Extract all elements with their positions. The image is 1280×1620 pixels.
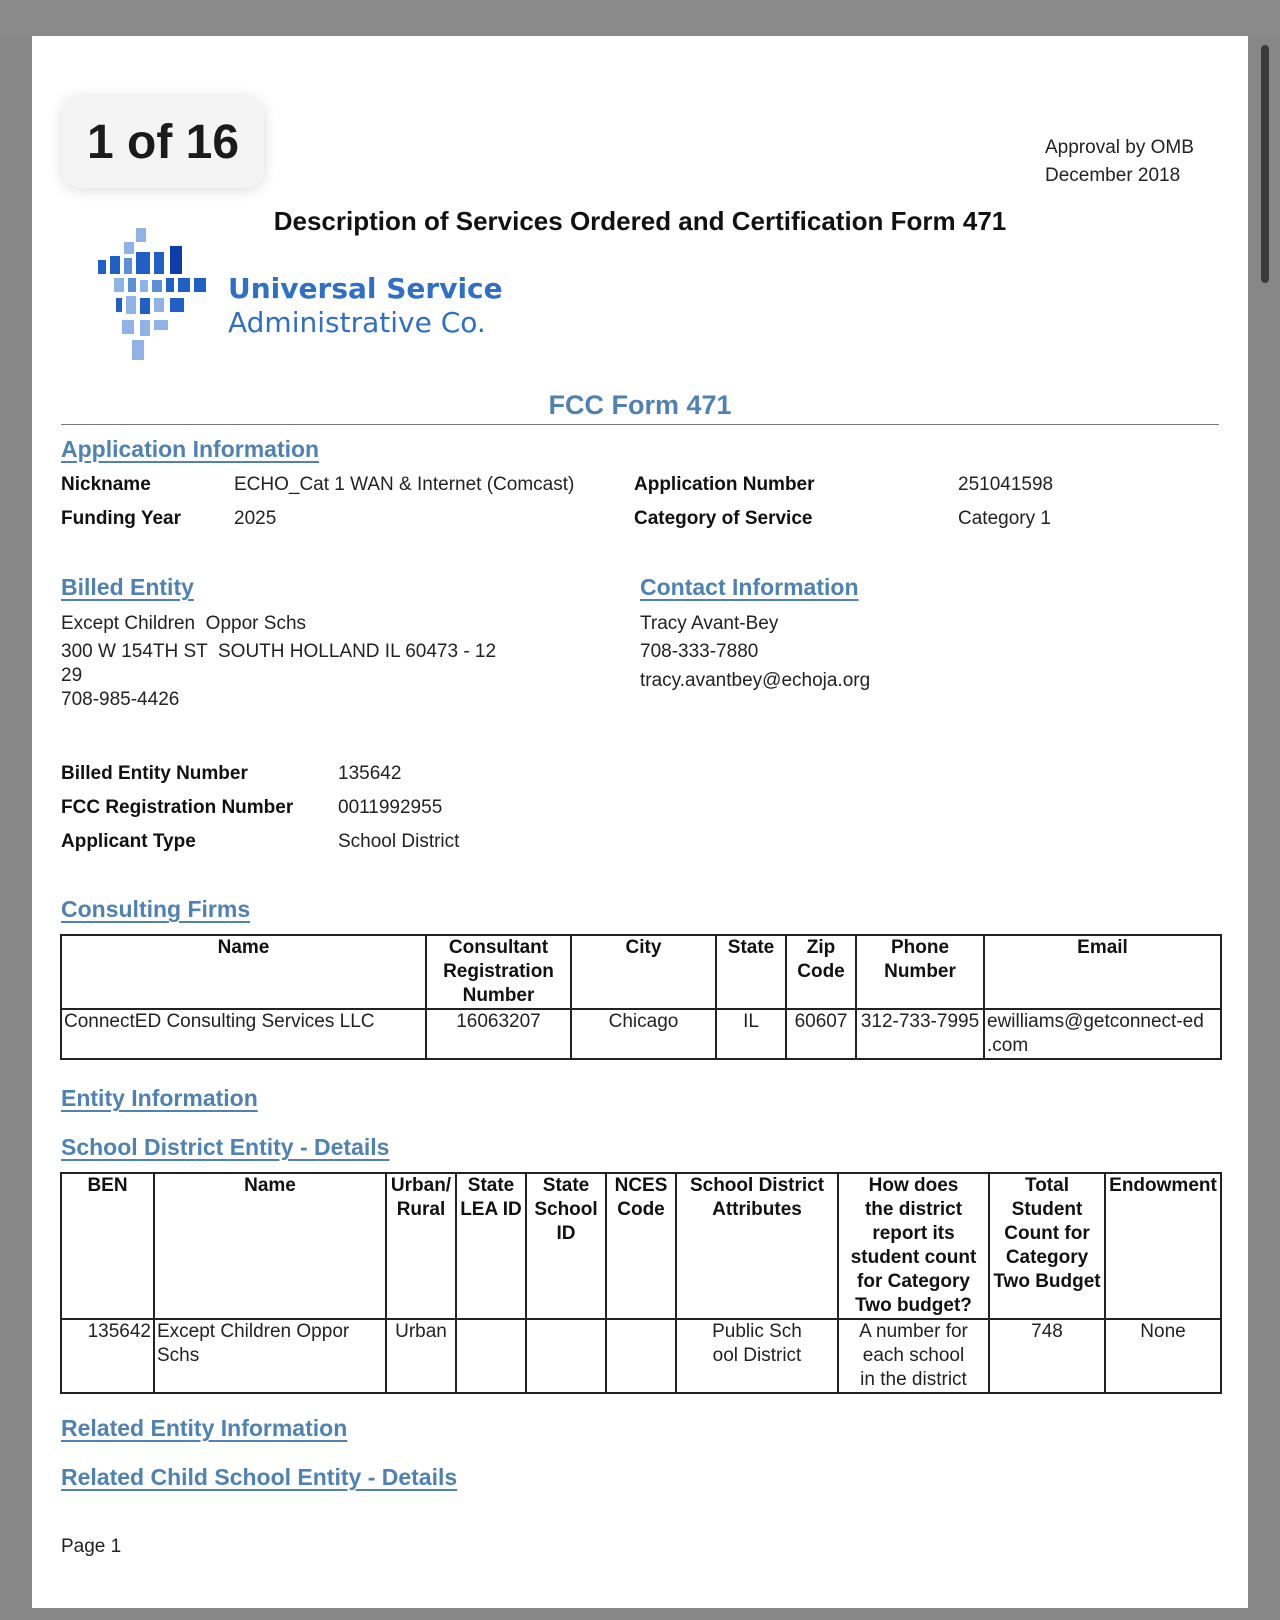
application-number-value: 251041598 [958,474,1054,495]
billed-entity-address-2: 29 [61,665,83,686]
col-entity-name: Name [154,1173,386,1319]
consultant-zip: 60607 [786,1009,856,1059]
entity-header-row [61,1173,1221,1319]
nickname-value: ECHO_Cat 1 WAN & Internet (Comcast) [234,474,575,495]
consulting-firms-heading: Consulting Firms [61,896,251,922]
document-title: Description of Services Ordered and Certification Form 471 [273,206,1007,236]
applicant-type-value: School District [338,831,460,852]
consultant-email[interactable]: ewilliams@getconnect-ed .com [984,1009,1221,1059]
table-row [61,1319,1221,1393]
applicant-type-label: Applicant Type [61,831,196,852]
billed-entity-address-1: 300 W 154TH ST SOUTH HOLLAND IL 60473 - 12 [61,641,497,662]
page-number: Page 1 [61,1536,122,1557]
col-phone: Phone Number [856,935,984,1009]
col-state-school-id: State School ID [526,1173,606,1319]
ben-value: 135642 [338,763,402,784]
col-nces-code: NCES Code [606,1173,676,1319]
consultant-state: IL [716,1009,786,1059]
consultant-reg: 16063207 [426,1009,571,1059]
entity-ben: 135642 [61,1319,154,1393]
category-value: Category 1 [958,508,1051,529]
entity-nces-code [606,1319,676,1393]
consultant-name: ConnectED Consulting Services LLC [61,1009,426,1059]
col-district-attributes: School District Attributes [676,1173,838,1319]
funding-year-value: 2025 [234,508,277,529]
ben-label: Billed Entity Number [61,763,248,784]
contact-info-heading: Contact Information [640,574,859,600]
page-indicator-label: 1 of 16 [86,115,240,169]
entity-attributes: Public Sch ool District [676,1319,838,1393]
col-total-student-count: Total Student Count for Category Two Budget [989,1173,1105,1319]
billed-entity-phone: 708-985-4426 [61,689,180,710]
col-name: Name [61,935,426,1009]
col-state-lea-id: State LEA ID [456,1173,526,1319]
related-child-school-heading: Related Child School Entity - Details [61,1464,458,1490]
logo-line-2: Administrative Co. [228,306,486,339]
entity-name: Except Children Oppor Schs [154,1319,386,1393]
consultant-phone: 312-733-7995 [856,1009,984,1059]
header-divider [61,424,1219,425]
entity-school-id [526,1319,606,1393]
entity-urban-rural: Urban [386,1319,456,1393]
col-student-count-method: How does the district report its student count for Category Two budget? [838,1173,989,1319]
col-zip: Zip Code [786,935,856,1009]
entity-lea-id [456,1319,526,1393]
contact-phone: 708-333-7880 [640,641,759,662]
usac-logo-icon [96,228,216,360]
entity-endowment: None [1105,1319,1221,1393]
entity-count-method: A number for each school in the district [838,1319,989,1393]
scrollbar-thumb[interactable] [1261,45,1269,283]
col-state: State [716,935,786,1009]
logo-line-1: Universal Service [228,272,503,305]
omb-line-1: Approval by OMB [1045,137,1194,158]
table-row [61,1009,1221,1059]
consulting-firms-table [60,934,1222,1060]
col-registration-number: Consultant Registration Number [426,935,571,1009]
omb-line-2: December 2018 [1045,165,1181,186]
col-urban-rural: Urban/ Rural [386,1173,456,1319]
consultant-city: Chicago [571,1009,716,1059]
category-label: Category of Service [634,508,813,529]
related-entity-heading: Related Entity Information [61,1415,348,1441]
col-endowment: Endowment [1105,1173,1221,1319]
viewer-top-bar [0,0,1280,36]
school-district-table [60,1172,1222,1394]
entity-info-heading: Entity Information [61,1085,258,1111]
contact-name: Tracy Avant-Bey [640,613,779,634]
fcc-reg-value: 0011992955 [338,797,443,818]
col-ben: BEN [61,1173,154,1319]
billed-entity-name: Except Children Oppor Schs [61,613,307,634]
nickname-label: Nickname [61,474,151,495]
page-indicator [62,96,264,188]
col-city: City [571,935,716,1009]
entity-total-count: 748 [989,1319,1105,1393]
application-info-heading: Application Information [61,436,320,462]
usac-logo-text [228,272,503,340]
school-district-details-heading: School District Entity - Details [61,1134,390,1160]
billed-entity-heading: Billed Entity [61,574,194,600]
funding-year-label: Funding Year [61,508,182,529]
form-title: FCC Form 471 [548,390,732,420]
contact-email[interactable]: tracy.avantbey@echoja.org [640,670,871,691]
application-number-label: Application Number [634,474,815,495]
omb-approval [1045,134,1194,190]
consulting-header-row [61,935,1221,1009]
fcc-reg-label: FCC Registration Number [61,797,294,818]
col-email: Email [984,935,1221,1009]
